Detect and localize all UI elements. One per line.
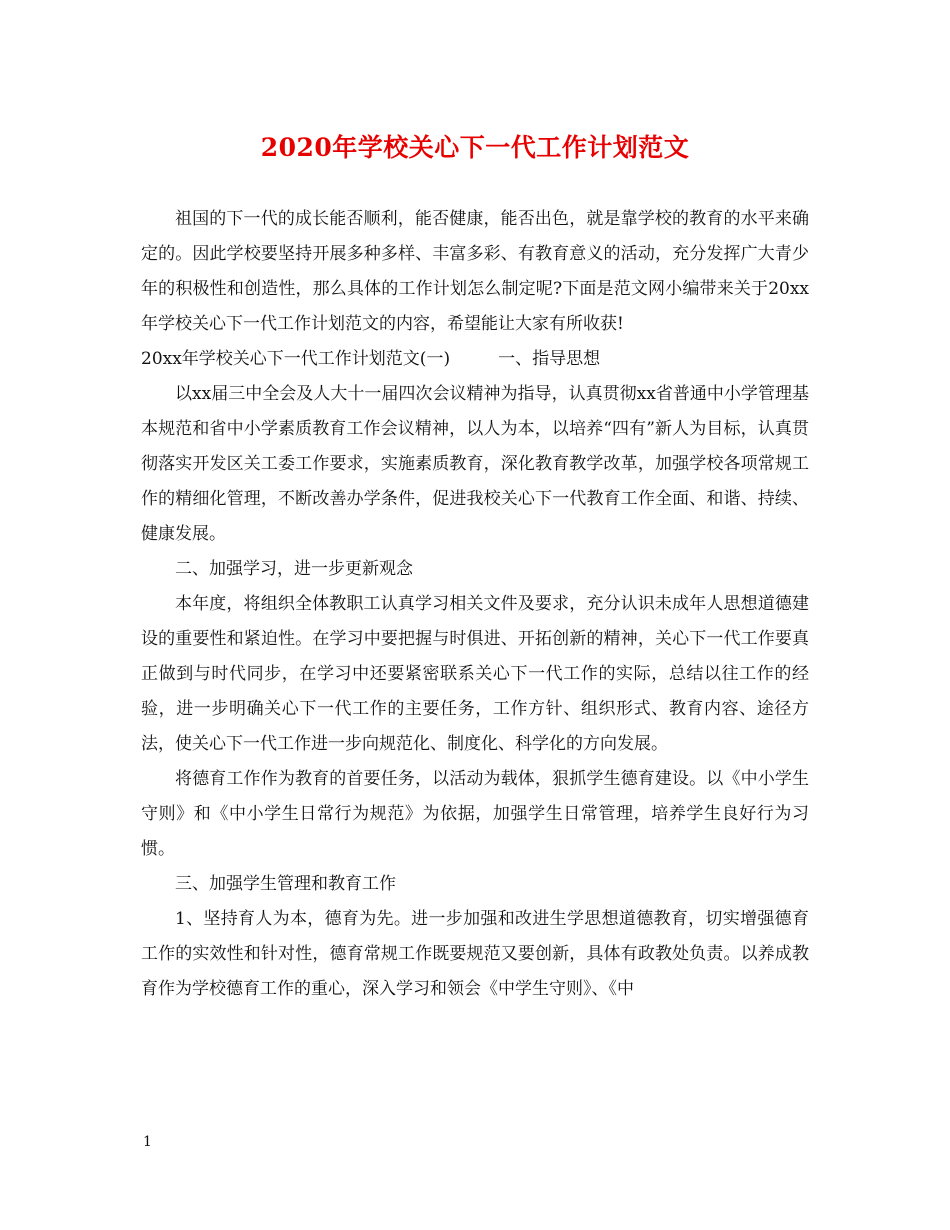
guiding-ideology-paragraph: 以xx届三中全会及人大十一届四次会议精神为指导，认真贯彻xx省普通中小学管理基本规范和省中小学素质教育工作会议精神，以人为本，以培养“四有”新人为目标，认真贯彻落实开发区关工委工作要求，实施素质教育，深化教育教学改革，加强学校各项常规工作的精细化管理，不断改善办学条件，促进我校关心下一代教育工作全面、和谐、持续、健康发展。 [141,384,809,544]
document-body [141,202,809,1007]
learning-paragraph: 本年度，将组织全体教职工认真学习相关文件及要求，充分认识未成年人思想道德建设的重要性和紧迫性。在学习中要把握与时俱进、开拓创新的精神，关心下一代工作要真正做到与时代同步，在学习中还要紧密联系关心下一代工作的实际，总结以往工作的经验，进一步明确关心下一代工作的主要任务，工作方针、组织形式、教育内容、途径方法，使关心下一代工作进一步向规范化、制度化、科学化的方向发展。 [141,594,809,754]
plan-subheading [141,342,809,377]
plan-subheading-title: 20xx年学校关心下一代工作计划范文(一) [141,349,451,369]
student-management-paragraph: 1、坚持育人为本，德育为先。进一步加强和改进生学思想道德教育，切实增强德育工作的实效性和针对性，德育常规工作既要规范又要创新，具体有政教处负责。以养成教育作为学校德育工作的重心，深入学习和领会《中学生守则》、《中 [141,909,809,999]
section-heading-learning: 二、加强学习，进一步更新观念 [175,559,413,579]
document-title: 2020年学校关心下一代工作计划范文 [260,133,690,162]
section-heading-guiding-ideology: 一、指导思想 [498,349,601,369]
intro-paragraph: 祖国的下一代的成长能否顺利，能否健康，能否出色，就是靠学校的教育的水平来确定的。因此学校要坚持开展多种多样、丰富多彩、有教育意义的活动，充分发挥广大青少年的积极性和创造性，那么具体的工作计划怎么制定呢?下面是范文网小编带来关于20xx年学校关心下一代工作计划范文的内容，希望能让大家有所收获! [141,209,809,334]
section-heading-student-management: 三、加强学生管理和教育工作 [175,874,396,894]
moral-education-paragraph: 将德育工作作为教育的首要任务，以活动为载体，狠抓学生德育建设。以《中小学生守则》和《中小学生日常行为规范》为依据，加强学生日常管理，培养学生良好行为习惯。 [141,769,809,859]
page-number: 1 [143,1134,152,1150]
